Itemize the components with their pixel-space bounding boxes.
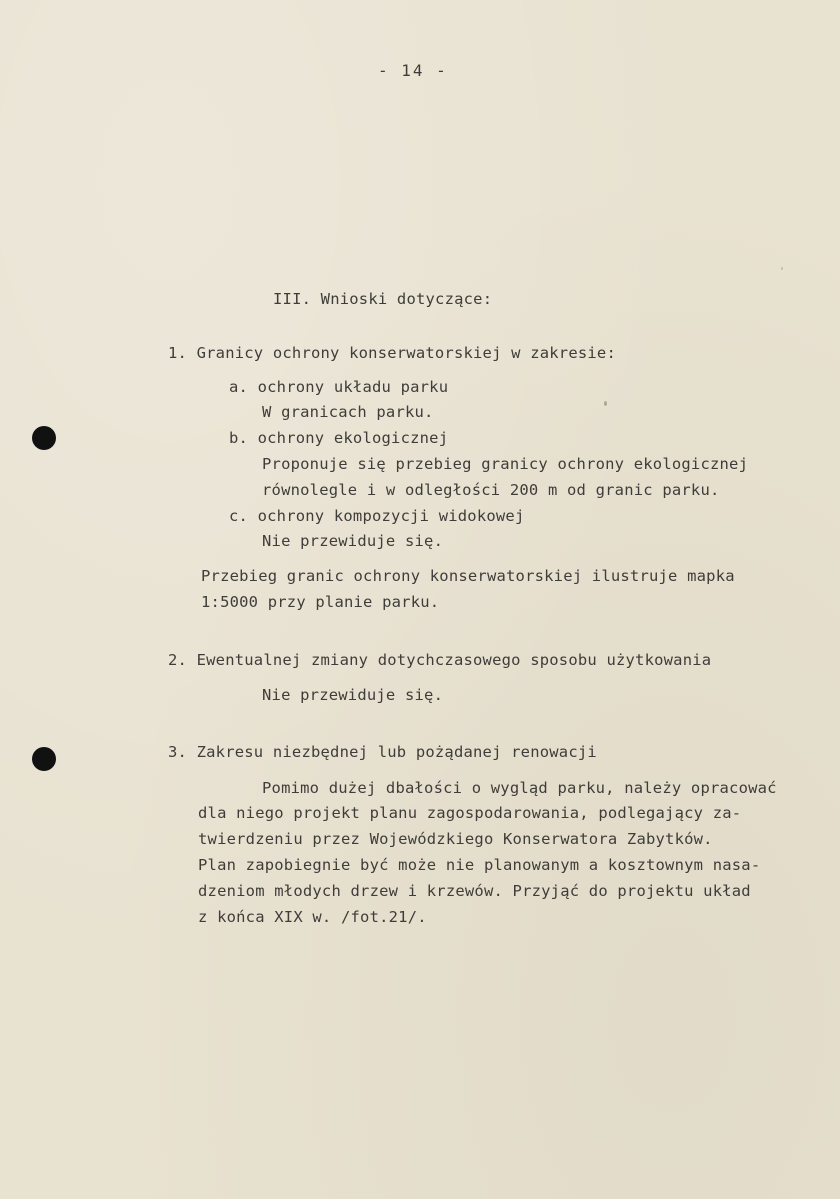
paper-speck xyxy=(604,401,607,406)
item-1-summary-line-2: 1:5000 przy planie parku. xyxy=(201,593,440,611)
item-3-line-3: twierdzeniu przez Wojewódzkiego Konserwatora Zabytków. xyxy=(198,830,713,848)
punch-hole-top xyxy=(32,426,56,450)
item-2-text: Nie przewiduje się. xyxy=(262,686,444,704)
item-1b-heading: b. ochrony ekologicznej xyxy=(229,429,449,447)
item-1b-text-line-2: równolegle i w odległości 200 m od granic parku. xyxy=(262,481,720,499)
item-1a-text: W granicach parku. xyxy=(262,403,434,421)
item-1a-heading: a. ochrony układu parku xyxy=(229,378,449,396)
item-3-line-6: z końca XIX w. /fot.21/. xyxy=(198,908,427,926)
item-1b-text-line-1: Proponuje się przebieg granicy ochrony ekologicznej xyxy=(262,455,749,473)
item-2-heading: 2. Ewentualnej zmiany dotychczasowego sposobu użytkowania xyxy=(168,651,712,669)
item-1c-text: Nie przewiduje się. xyxy=(262,532,444,550)
item-1-heading: 1. Granicy ochrony konserwatorskiej w zakresie: xyxy=(168,344,616,362)
item-3-line-2: dla niego projekt planu zagospodarowania, podlegający za- xyxy=(198,804,742,822)
page-number: - 14 - xyxy=(378,61,448,80)
item-3-heading: 3. Zakresu niezbędnej lub pożądanej renowacji xyxy=(168,743,597,761)
item-3-line-4: Plan zapobiegnie być może nie planowanym a kosztownym nasa- xyxy=(198,856,761,874)
paper-speck-small xyxy=(781,267,783,270)
item-3-line-1: Pomimo dużej dbałości o wygląd parku, należy opracować xyxy=(262,779,777,797)
item-1-summary-line-1: Przebieg granic ochrony konserwatorskiej ilustruje mapka xyxy=(201,567,735,585)
punch-hole-bottom xyxy=(32,747,56,771)
item-3-line-5: dzeniom młodych drzew i krzewów. Przyjąć do projektu układ xyxy=(198,882,751,900)
item-1c-heading: c. ochrony kompozycji widokowej xyxy=(229,507,525,525)
section-heading: III. Wnioski dotyczące: xyxy=(273,290,493,308)
